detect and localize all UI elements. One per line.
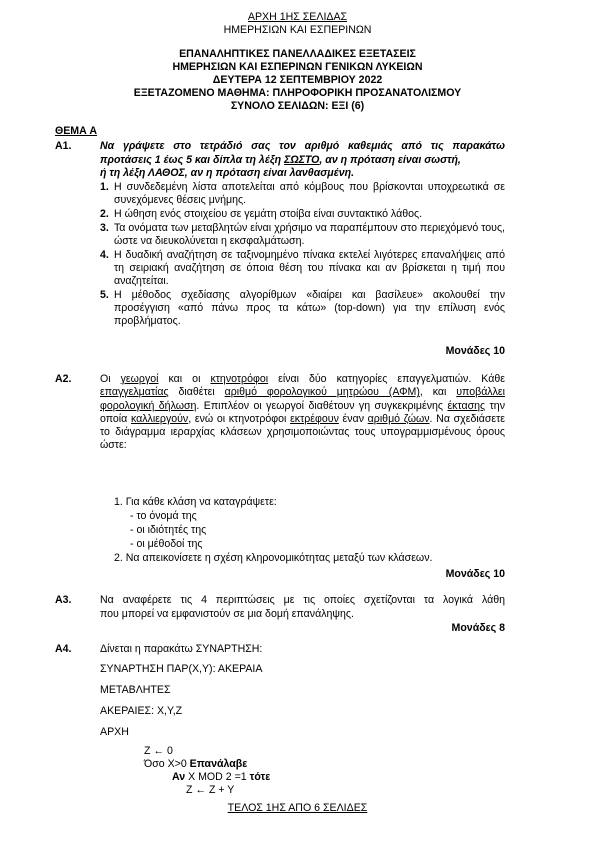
a1-intro-line1: Να γράψετε στο τετράδιό σας τον αριθμό καθεμιάς από τις παρακάτω (100, 140, 505, 152)
word-wrong: ΛΑΘΟΣ (147, 167, 185, 179)
code-line: Z ← 0 (144, 745, 173, 757)
question-a3-label: Α3. (55, 594, 72, 606)
code-line: ΑΡΧΗ (100, 726, 129, 738)
a3-line2: που μπορεί να εμφανιστούν σε μια δομή επανάληψης. (100, 608, 354, 620)
a2-list-item-2: 2. Να απεικονίσετε η σχέση κληρονομικότητας μεταξύ των κλάσεων. (114, 552, 433, 564)
question-a1-label: Α1. (55, 140, 72, 152)
list-item: 2. Η ώθηση ενός στοιχείου σε γεμάτη στοίβα είναι συντακτικό λάθος. (100, 208, 423, 220)
a2-list-item-1: 1. Για κάθε κλάση να καταγράψετε: (114, 496, 277, 508)
a1-intro-line3: ή τη λέξη ΛΑΘΟΣ, αν η πρόταση είναι λανθασμένη. (100, 167, 355, 179)
total-pages: ΣΥΝΟΛΟ ΣΕΛΙΔΩΝ: ΕΞΙ (6) (230, 100, 365, 112)
code-line: Αν X MOD 2 =1 τότε (172, 771, 271, 783)
question-a4-label: Α4. (55, 643, 72, 655)
a2-sub-item: - οι μέθοδοί της (130, 538, 203, 550)
page-footer: ΤΕΛΟΣ 1ΗΣ ΑΠΟ 6 ΣΕΛΙΔΕΣ (227, 802, 368, 814)
a1-marks: Μονάδες 10 (445, 345, 505, 357)
a3-marks: Μονάδες 8 (451, 622, 505, 634)
a1-intro-line2: προτάσεις 1 έως 5 και δίπλα τη λέξη ΣΩΣΤΟ, αν η πρόταση είναι σωστή, (100, 154, 461, 166)
list-item: 4. Η δυαδική αναζήτηση σε ταξινομημένο πίνακα εκτελεί λιγότερες επαναλήψεις από τη σειριακή αναζήτηση σε όποια θέση του πίνακα και αν βρίσκεται η τιμή που αναζητείται. (100, 249, 505, 288)
exam-title: ΕΠΑΝΑΛΗΠΤΙΚΕΣ ΠΑΝΕΛΛΑΔΙΚΕΣ ΕΞΕΤΑΣΕΙΣ (179, 48, 416, 60)
code-line: ΑΚΕΡΑΙΕΣ: X,Y,Z (100, 705, 183, 717)
a2-paragraph: Οι γεωργοί και οι κτηνοτρόφοι είναι δύο κατηγορίες επαγγελματιών. Κάθε επαγγελματίας διαθέτει αριθμό φορολογικού μητρώου (ΑΦΜ), και υποβάλλει φορολογική δήλωση. Επιπλέον οι γεωργοί διαθέτουν γη συγκεκριμένης έκτασης την οποία καλλιεργούν, ενώ οι κτηνοτρόφοι εκτρέφουν έναν αριθμό ζώων. Να σχεδιάσετε το διάγραμμα ιεραρχίας κλάσεων χρησιμοποιώντας τους υπογραμμισμένους όρους ώστε: (100, 373, 505, 452)
schools-label: ΗΜΕΡΗΣΙΩΝ ΚΑΙ ΕΣΠΕΡΙΝΩΝ (223, 24, 372, 36)
a3-line1: Να αναφέρετε τις 4 περιπτώσεις με τις οποίες σχετίζονται τα λογικά λάθη (100, 594, 505, 606)
list-item: 3. Τα ονόματα των μεταβλητών είναι χρήσιμο να παραπέμπουν στο περιεχόμενό τους, ώστε να διευκολύνεται η εκσφαλμάτωση. (100, 222, 505, 248)
word-correct: ΣΩΣΤΟ (284, 154, 320, 166)
exam-date: ΔΕΥΤΕΡΑ 12 ΣΕΠΤΕΜΒΡΙΟΥ 2022 (212, 74, 383, 86)
section-title: ΘΕΜΑ Α (55, 125, 97, 137)
list-item: 5. Η μέθοδος σχεδίασης αλγορίθμων «διαίρει και βασίλευε» ακολουθεί την προσέγγιση «από πάνω προς τα κάτω» (top-down) για την επίλυση ενός προβλήματος. (100, 289, 505, 328)
a2-sub-item: - οι ιδιότητές της (130, 524, 207, 536)
exam-subtitle: ΗΜΕΡΗΣΙΩΝ ΚΑΙ ΕΣΠΕΡΙΝΩΝ ΓΕΝΙΚΩΝ ΛΥΚΕΙΩΝ (172, 61, 423, 73)
code-line: ΜΕΤΑΒΛΗΤΕΣ (100, 684, 171, 696)
question-a2-label: Α2. (55, 373, 72, 385)
a4-intro: Δίνεται η παρακάτω ΣΥΝΑΡΤΗΣΗ: (100, 643, 263, 655)
exam-subject: ΕΞΕΤΑΖΟΜΕΝΟ ΜΑΘΗΜΑ: ΠΛΗΡΟΦΟΡΙΚΗ ΠΡΟΣΑΝΑΤΟΛΙΣΜΟΥ (133, 87, 462, 99)
code-line: Z ← Z + Y (186, 784, 235, 796)
a2-marks: Μονάδες 10 (445, 568, 505, 580)
page-start-label: ΑΡΧΗ 1ΗΣ ΣΕΛΙΔΑΣ (247, 11, 348, 23)
code-line: Όσο X>0 Επανάλαβε (144, 758, 248, 770)
code-line: ΣΥΝΑΡΤΗΣΗ ΠΑΡ(X,Y): ΑΚΕΡΑΙΑ (100, 663, 263, 675)
a2-sub-item: - το όνομά της (130, 510, 197, 522)
list-item: 1. Η συνδεδεμένη λίστα αποτελείται από κόμβους που βρίσκονται υποχρεωτικά σε συνεχόμενες θέσεις μνήμης. (100, 181, 505, 207)
